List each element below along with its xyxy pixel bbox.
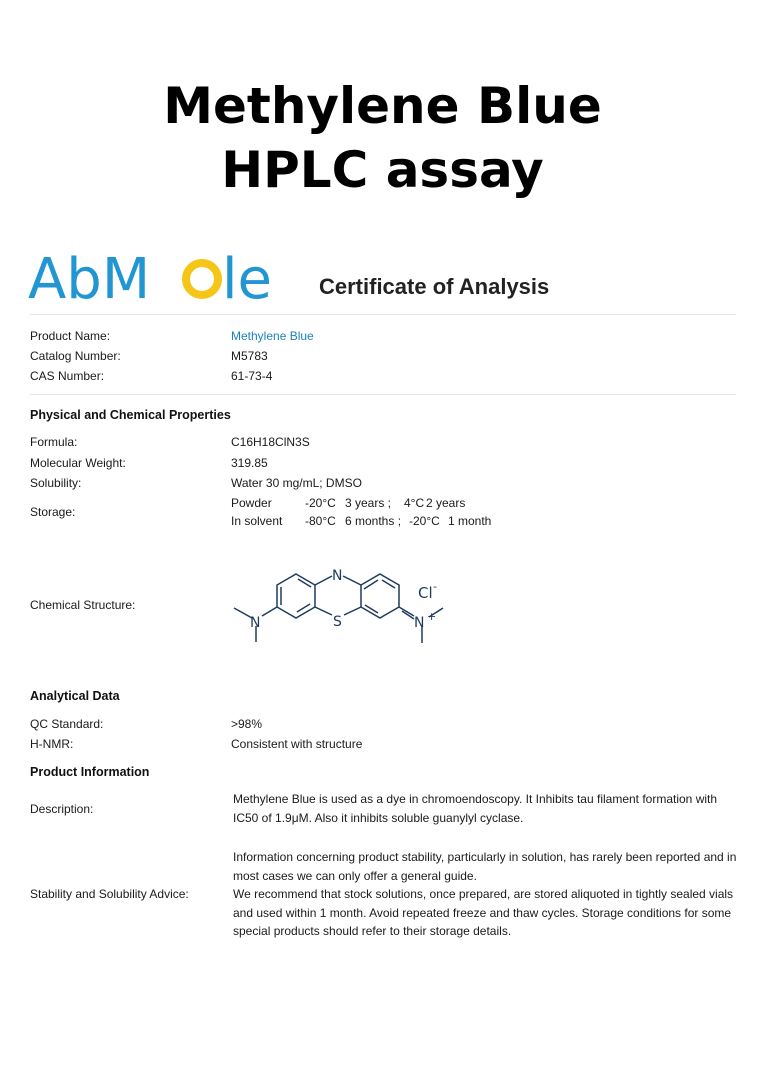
catalog-number-label: Catalog Number: (30, 349, 121, 363)
bond-to-s (344, 607, 361, 615)
storage-label: Storage: (30, 505, 76, 519)
atom-s: S (333, 614, 342, 630)
stability-line: We recommend that stock solutions, once prepared, are stored aliquoted in tightly sealed vials (233, 887, 734, 901)
physical-properties-heading: Physical and Chemical Properties (30, 408, 231, 422)
storage-form: In solvent (231, 514, 283, 528)
page-title (0, 74, 765, 202)
logo-o-circle (186, 263, 218, 295)
h-nmr-label: H-NMR: (30, 737, 74, 751)
bond-to-s (315, 607, 332, 615)
solubility-label: Solubility: (30, 476, 82, 490)
atom-n-left: N (250, 615, 261, 631)
h-nmr-value: Consistent with structure (231, 737, 363, 751)
storage-temp: -20°C (305, 496, 336, 510)
product-name-link[interactable]: Methylene Blue (231, 329, 314, 343)
description-text (233, 790, 743, 827)
formula-value: C16H18ClN3S (231, 435, 310, 449)
stability-line: special products should refer to their storage details. (233, 924, 512, 938)
chloride-charge: - (433, 580, 437, 593)
bond-n-left (262, 607, 277, 616)
storage-duration: 1 month (448, 514, 492, 528)
bond-to-n (315, 576, 332, 585)
storage-temp: -20°C (409, 514, 440, 528)
atom-n-top: N (332, 568, 343, 584)
analytical-data-heading: Analytical Data (30, 689, 120, 703)
storage-form: Powder (231, 496, 272, 510)
divider (30, 314, 736, 315)
product-information-heading: Product Information (30, 765, 150, 779)
logo-text-abm: AbM (28, 247, 151, 312)
stability-line: and used within 1 month. Avoid repeated freeze and thaw cycles. Storage conditions for some (233, 905, 732, 920)
left-ring (277, 574, 315, 618)
storage-duration: 3 years ; (345, 496, 392, 510)
description-line: Methylene Blue is used as a dye in chromoendoscopy. It Inhibits tau filament formation with (233, 792, 718, 806)
atom-n-right: N (414, 615, 425, 631)
abmole-logo-graphic (28, 246, 273, 312)
chemical-structure-diagram (228, 560, 460, 655)
title-line-2: HPLC assay (221, 141, 544, 199)
divider (30, 394, 736, 395)
qc-standard-label: QC Standard: (30, 717, 104, 731)
certificate-title: Certificate of Analysis (319, 274, 550, 299)
stability-line: Information concerning product stability, particularly in solution, has rarely been reported and in (233, 850, 737, 864)
cas-number-value: 61-73-4 (231, 369, 273, 383)
structure-bonds (234, 574, 443, 643)
description-line: IC50 of 1.9μM. Also it inhibits soluble guanylyl cyclase. (233, 810, 524, 825)
solubility-value: Water 30 mg/mL; DMSO (231, 476, 362, 490)
molecular-weight-label: Molecular Weight: (30, 456, 126, 470)
storage-duration: 2 years (426, 496, 466, 510)
catalog-number-value: M5783 (231, 349, 268, 363)
storage-temp: -80°C (305, 514, 336, 528)
chemical-structure-label: Chemical Structure: (30, 598, 136, 612)
formula-label: Formula: (30, 435, 78, 449)
cas-number-label: CAS Number: (30, 369, 105, 383)
molecular-weight-value: 319.85 (231, 456, 268, 470)
stability-line: most cases we can only offer a general guide. (233, 868, 477, 883)
atom-charge-plus: + (427, 610, 437, 623)
description-label: Description: (30, 802, 94, 816)
abmole-logo (28, 246, 273, 312)
right-ring (361, 574, 399, 618)
right-ring-double-bond (365, 605, 378, 613)
stability-label: Stability and Solubility Advice: (30, 887, 189, 901)
qc-standard-value: >98% (231, 717, 263, 731)
structure-atoms (250, 568, 437, 631)
title-line-1: Methylene Blue (163, 77, 602, 135)
bond-to-n (343, 576, 361, 585)
storage-temp: 4°C (404, 496, 425, 510)
chloride-ion: Cl (418, 584, 433, 602)
logo-text-le: le (222, 247, 273, 312)
product-name-label: Product Name: (30, 329, 111, 343)
left-ring-double-bond (298, 579, 311, 587)
stability-text (233, 848, 743, 941)
storage-duration: 6 months ; (345, 514, 402, 528)
